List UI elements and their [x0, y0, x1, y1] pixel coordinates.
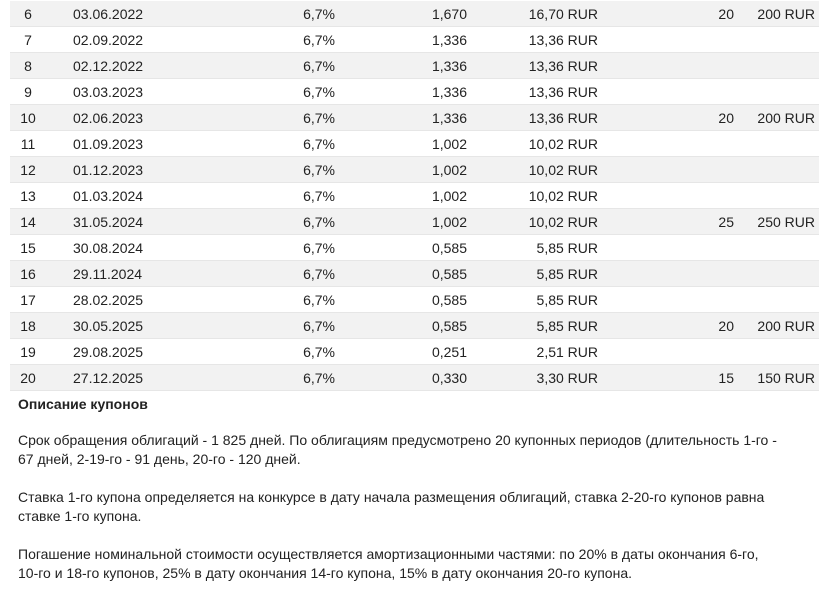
coupon-number-cell: 15	[10, 235, 46, 261]
coupon-number-cell: 8	[10, 53, 46, 79]
coupon-date-cell: 01.09.2023	[46, 131, 163, 157]
redemption-percent-cell	[598, 79, 734, 105]
coupon-date-cell: 29.08.2025	[46, 339, 163, 365]
coupon-rate-cell: 6,7%	[163, 339, 335, 365]
coupon-sum-cell: 10,02 RUR	[467, 183, 598, 209]
redemption-sum-cell: 150 RUR	[734, 365, 819, 391]
redemption-percent-cell	[598, 183, 734, 209]
coupon-rate-cell: 6,7%	[163, 157, 335, 183]
coupon-rate-cell: 6,7%	[163, 105, 335, 131]
coupon-number-cell: 19	[10, 339, 46, 365]
coupon-amount-cell: 1,002	[335, 183, 467, 209]
coupon-rate-cell: 6,7%	[163, 287, 335, 313]
table-row	[10, 157, 819, 183]
table-row	[10, 79, 819, 105]
coupon-date-cell: 02.09.2022	[46, 27, 163, 53]
coupon-amount-cell: 1,336	[335, 27, 467, 53]
coupon-rate-cell: 6,7%	[163, 27, 335, 53]
redemption-percent-cell	[598, 235, 734, 261]
coupon-date-cell: 30.05.2025	[46, 313, 163, 339]
coupon-sum-cell: 13,36 RUR	[467, 105, 598, 131]
coupon-number-cell: 9	[10, 79, 46, 105]
redemption-percent-cell: 25	[598, 209, 734, 235]
redemption-sum-cell	[734, 235, 819, 261]
coupon-date-cell: 31.05.2024	[46, 209, 163, 235]
coupon-date-cell: 02.06.2023	[46, 105, 163, 131]
table-row	[10, 313, 819, 339]
redemption-percent-cell	[598, 339, 734, 365]
coupon-amount-cell: 0,585	[335, 287, 467, 313]
coupon-number-cell: 16	[10, 261, 46, 287]
coupon-sum-cell: 16,70 RUR	[467, 1, 598, 27]
redemption-sum-cell	[734, 53, 819, 79]
coupon-number-cell: 7	[10, 27, 46, 53]
coupon-date-cell: 03.03.2023	[46, 79, 163, 105]
coupon-sum-cell: 2,51 RUR	[467, 339, 598, 365]
coupon-rate-cell: 6,7%	[163, 365, 335, 391]
description-term-paragraph: Срок обращения облигаций - 1 825 дней. По облигациям предусмотрено 20 купонных периодов (длительность 1-го - 67 дней, 2-19-го - 91 день, 20-го - 120 дней.	[18, 432, 777, 467]
coupon-sum-cell: 5,85 RUR	[467, 287, 598, 313]
coupon-sum-cell: 13,36 RUR	[467, 79, 598, 105]
table-row	[10, 53, 819, 79]
table-row	[10, 235, 819, 261]
coupon-amount-cell: 0,330	[335, 365, 467, 391]
coupon-amount-cell: 1,002	[335, 131, 467, 157]
redemption-sum-cell: 200 RUR	[734, 313, 819, 339]
coupon-rate-cell: 6,7%	[163, 313, 335, 339]
coupon-number-cell: 17	[10, 287, 46, 313]
coupon-number-cell: 10	[10, 105, 46, 131]
table-row	[10, 131, 819, 157]
redemption-sum-cell	[734, 183, 819, 209]
coupon-amount-cell: 1,336	[335, 105, 467, 131]
table-row	[10, 365, 819, 391]
redemption-percent-cell: 15	[598, 365, 734, 391]
coupon-date-cell: 02.12.2022	[46, 53, 163, 79]
coupon-amount-cell: 1,670	[335, 1, 467, 27]
coupon-date-cell: 28.02.2025	[46, 287, 163, 313]
redemption-sum-cell: 200 RUR	[734, 1, 819, 27]
coupon-rate-cell: 6,7%	[163, 53, 335, 79]
coupon-table	[10, 1, 819, 391]
coupon-number-cell: 20	[10, 365, 46, 391]
redemption-sum-cell	[734, 157, 819, 183]
redemption-sum-cell	[734, 261, 819, 287]
description-rate-paragraph: Ставка 1-го купона определяется на конкурсе в дату начала размещения облигаций, ставка 2-20-го купонов равна ставке 1-го купона.	[18, 489, 765, 524]
redemption-percent-cell: 20	[598, 105, 734, 131]
redemption-percent-cell	[598, 131, 734, 157]
coupon-date-cell: 01.12.2023	[46, 157, 163, 183]
coupon-date-cell: 27.12.2025	[46, 365, 163, 391]
table-row	[10, 27, 819, 53]
coupon-rate-cell: 6,7%	[163, 209, 335, 235]
table-row	[10, 287, 819, 313]
coupon-rate-cell: 6,7%	[163, 1, 335, 27]
coupon-date-cell: 01.03.2024	[46, 183, 163, 209]
coupon-sum-cell: 10,02 RUR	[467, 209, 598, 235]
coupon-number-cell: 13	[10, 183, 46, 209]
redemption-percent-cell	[598, 27, 734, 53]
coupon-amount-cell: 0,585	[335, 313, 467, 339]
coupon-sum-cell: 5,85 RUR	[467, 261, 598, 287]
coupon-amount-cell: 1,002	[335, 209, 467, 235]
coupon-amount-cell: 0,585	[335, 235, 467, 261]
table-row	[10, 339, 819, 365]
table-row	[10, 105, 819, 131]
redemption-sum-cell	[734, 287, 819, 313]
redemption-percent-cell	[598, 261, 734, 287]
redemption-percent-cell	[598, 53, 734, 79]
coupon-rate-cell: 6,7%	[163, 183, 335, 209]
coupon-number-cell: 14	[10, 209, 46, 235]
coupon-amount-cell: 1,336	[335, 53, 467, 79]
coupon-date-cell: 03.06.2022	[46, 1, 163, 27]
table-row	[10, 209, 819, 235]
coupon-sum-cell: 13,36 RUR	[467, 53, 598, 79]
redemption-sum-cell: 250 RUR	[734, 209, 819, 235]
coupon-number-cell: 12	[10, 157, 46, 183]
coupon-description	[18, 394, 778, 583]
redemption-sum-cell	[734, 79, 819, 105]
redemption-sum-cell: 200 RUR	[734, 105, 819, 131]
redemption-percent-cell	[598, 287, 734, 313]
coupon-number-cell: 18	[10, 313, 46, 339]
coupon-date-cell: 30.08.2024	[46, 235, 163, 261]
coupon-rate-cell: 6,7%	[163, 131, 335, 157]
coupon-sum-cell: 5,85 RUR	[467, 313, 598, 339]
coupon-sum-cell: 10,02 RUR	[467, 157, 598, 183]
redemption-sum-cell	[734, 131, 819, 157]
table-row	[10, 183, 819, 209]
description-heading: Описание купонов	[18, 396, 148, 412]
coupon-sum-cell: 13,36 RUR	[467, 27, 598, 53]
coupon-number-cell: 6	[10, 1, 46, 27]
redemption-percent-cell	[598, 157, 734, 183]
coupon-rate-cell: 6,7%	[163, 79, 335, 105]
redemption-sum-cell	[734, 27, 819, 53]
redemption-percent-cell: 20	[598, 1, 734, 27]
coupon-amount-cell: 0,251	[335, 339, 467, 365]
coupon-sum-cell: 3,30 RUR	[467, 365, 598, 391]
coupon-table-body	[10, 1, 819, 391]
coupon-sum-cell: 5,85 RUR	[467, 235, 598, 261]
coupon-amount-cell: 0,585	[335, 261, 467, 287]
coupon-rate-cell: 6,7%	[163, 261, 335, 287]
coupon-schedule	[10, 1, 815, 391]
table-row	[10, 1, 819, 27]
coupon-rate-cell: 6,7%	[163, 235, 335, 261]
coupon-number-cell: 11	[10, 131, 46, 157]
table-row	[10, 261, 819, 287]
coupon-date-cell: 29.11.2024	[46, 261, 163, 287]
coupon-sum-cell: 10,02 RUR	[467, 131, 598, 157]
description-amortization-paragraph: Погашение номинальной стоимости осуществляется амортизационными частями: по 20% в даты окончания 6-го, 10-го и 18-го купонов, 25% в дату окончания 14-го купона, 15% в дату окончания 20-го купона.	[18, 546, 759, 581]
redemption-percent-cell: 20	[598, 313, 734, 339]
redemption-sum-cell	[734, 339, 819, 365]
coupon-amount-cell: 1,002	[335, 157, 467, 183]
coupon-amount-cell: 1,336	[335, 79, 467, 105]
